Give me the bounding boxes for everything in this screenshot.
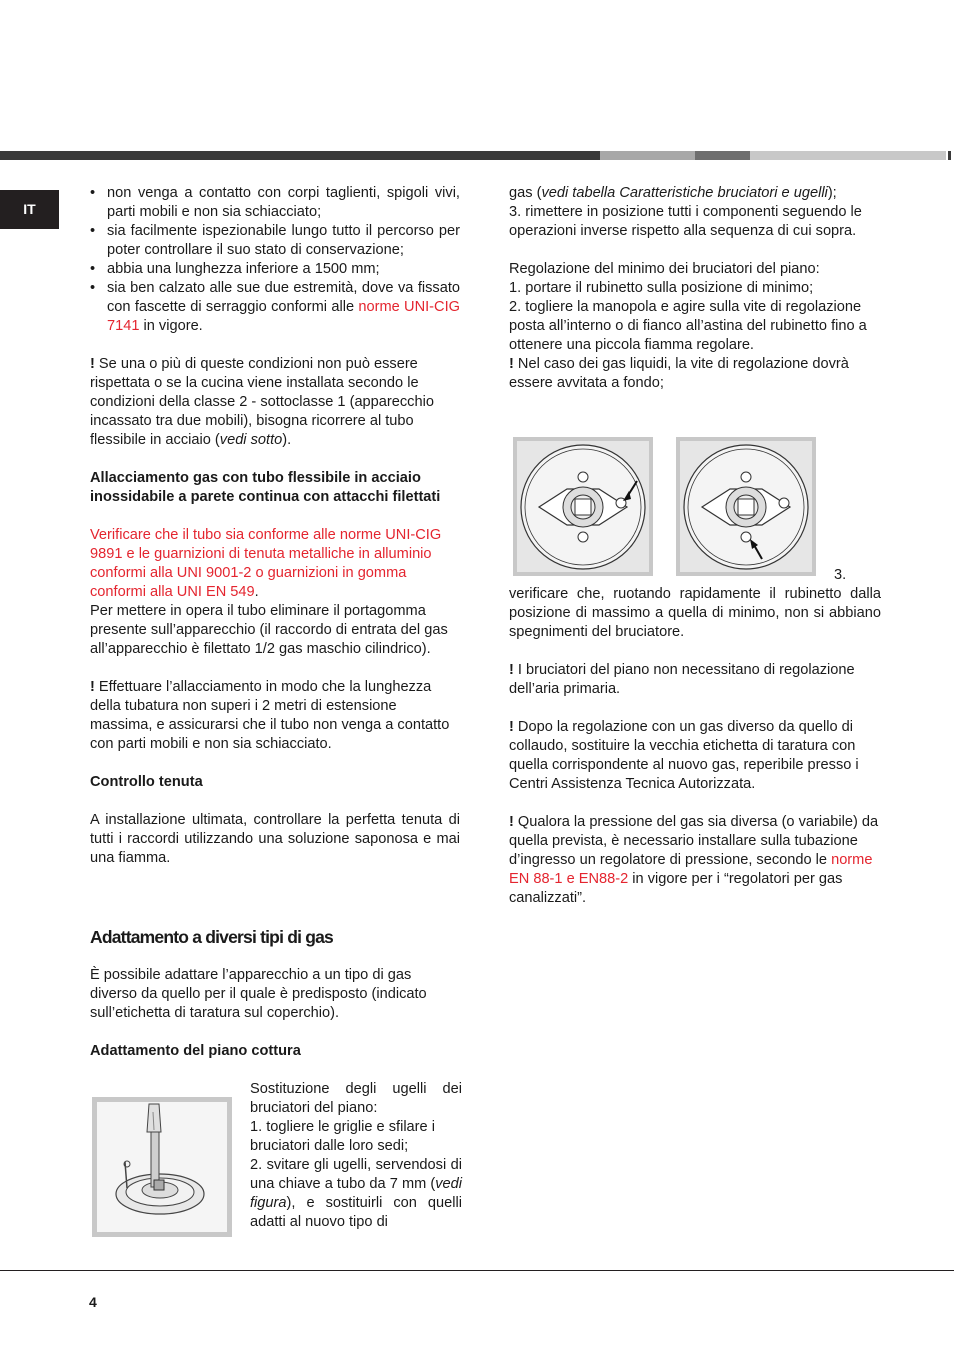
warning-note: ! Se una o più di queste condizioni non può essere rispettata o se la cucina viene installata secondo le condizioni della classe 2 - sottoclasse 1 (apparecchio incassato tra due mobili), bisogna ricorrere al tubo flessibile in acciaio (vedi sotto). <box>90 356 434 448</box>
nozzle-figure <box>92 1097 232 1237</box>
footer-rule <box>0 1270 954 1271</box>
valve-screw-inner-icon <box>680 441 812 572</box>
norm-reference: norme UNI-CIG 7141 <box>107 299 460 334</box>
warning-note: ! Dopo la regolazione con un gas diverso da quello di collaudo, sostituire la vecchia etichetta di taratura con quella corrispondente al nuovo gas, reperibile presso i Centri Assistenza Tecnica Autorizzata. <box>509 719 859 792</box>
valve-figure-2 <box>676 437 816 576</box>
subheading-flexible-hose: Allacciamento gas con tubo flessibile in acciaio inossidabile a parete continua con attacchi filettati <box>90 470 441 505</box>
list-item: • abbia una lunghezza inferiore a 1500 mm; <box>90 260 460 279</box>
nozzle-replacement-steps: Sostituzione degli ugelli dei bruciatori del piano: 1. togliere le griglie e sfilare i bruciatori dalle loro sedi; 2. svitare gli ugelli, servendosi di una chiave a tubo da 7 mm (vedi figura), e sostituirli con quelli adatti al nuovo tipo di <box>250 1081 462 1230</box>
reassembly-step: 3. rimettere in posizione tutti i componenti seguendo le operazioni inverse rispetto alla sequenza di cui sopra. <box>509 204 862 239</box>
leak-check-paragraph: A installazione ultimata, controllare la perfetta tenuta di tutti i raccordi utilizzando una soluzione saponosa e mai una fiamma. <box>90 812 460 866</box>
header-bar-pale <box>750 151 946 160</box>
subheading-hob-adaptation: Adattamento del piano cottura <box>90 1043 301 1059</box>
header-bar-light <box>600 151 695 160</box>
warning-note: ! Effettuare l’allacciamento in modo che la lunghezza della tubatura non superi i 2 metri di estensione massima, e assicurarsi che il tubo non venga a contatto con parti mobili e non sia schiacciato. <box>90 679 450 752</box>
left-column <box>90 184 460 868</box>
warning-note: ! Nel caso dei gas liquidi, la vite di regolazione dovrà essere avvitata a fondo; <box>509 356 849 391</box>
page-number: 4 <box>89 1294 97 1310</box>
warning-note: ! I bruciatori del piano non necessitano di regolazione dell’aria primaria. <box>509 662 855 697</box>
list-item: • sia facilmente ispezionabile lungo tutto il percorso per poter controllare il suo stato di conservazione; <box>90 222 460 260</box>
subheading-leak-check: Controllo tenuta <box>90 774 203 790</box>
language-tab: IT <box>0 190 59 229</box>
right-column-top: gas (vedi tabella Caratteristiche bruciatori e ugelli); 3. rimettere in posizione tutti i componenti seguendo le operazioni inverse rispetto alla sequenza di cui sopra. Regolazione del minimo dei bruciatori del piano: 1. portare il rubinetto sulla posizione di minimo; 2. togliere la manopola e agire sulla vite di regolazione posta all’interno o di fianco all’astina del rubinetto fino a ottenere una piccola fiamma regolare. ! Nel caso dei gas liquidi, la vite di regolazione dovrà essere avvitata a fondo; <box>509 184 881 393</box>
minimum-step-2: 2. togliere la manopola e agire sulla vite di regolazione posta all’interno o di fianco all’astina del rubinetto fino a ottenere una piccola fiamma regolare. <box>509 299 867 353</box>
header-bar-mid <box>695 151 750 160</box>
test-step: verificare che, ruotando rapidamente il rubinetto dalla posizione di massimo a quella di minimo, non si abbiano spegnimenti del bruciatore. <box>509 586 881 640</box>
valve-figure-1 <box>513 437 653 576</box>
list-item: • sia ben calzato alle sue due estremità, dove va fissato con fascette di serraggio conformi alle norme UNI-CIG 7141 in vigore. <box>90 279 460 336</box>
norm-reference: norme EN 88-1 e EN88-2 <box>509 852 873 887</box>
hose-requirements-list <box>90 184 460 336</box>
minimum-step-1: 1. portare il rubinetto sulla posizione di minimo; <box>509 280 814 296</box>
installation-paragraph: Per mettere in opera il tubo eliminare il portagomma presente sull’apparecchio (il raccordo di entrata del gas all’apparecchio è filettato 1/2 gas maschio cilindrico). <box>90 603 448 657</box>
valve-screw-side-icon <box>517 441 649 572</box>
step-3-number: 3. <box>834 567 847 583</box>
minimum-adjust-title: Regolazione del minimo dei bruciatori del piano: <box>509 261 820 277</box>
nozzle-wrench-icon <box>97 1102 227 1232</box>
section-title: Adattamento a diversi tipi di gas <box>90 927 333 947</box>
list-item: • non venga a contatto con corpi taglienti, spigoli vivi, parti mobili e non sia schiacciato; <box>90 184 460 222</box>
adaptation-intro: È possibile adattare l’apparecchio a un tipo di gas diverso da quello per il quale è predisposto (indicato sull’etichetta di taratura sul coperchio). <box>90 967 427 1021</box>
right-column-bottom <box>509 585 881 908</box>
header-bar-dark <box>0 151 600 160</box>
compliance-note: Verificare che il tubo sia conforme alle norme UNI-CIG 9891 e le guarnizioni di tenuta metalliche in alluminio conformi alla UNI 9001-2 o guarnizioni in gomma conformi alla UNI EN 549. <box>90 527 442 600</box>
header-bar-end <box>948 151 951 160</box>
warning-note: ! Qualora la pressione del gas sia diversa (o variabile) da quella prevista, è necessario installare sulla tubazione d’ingresso un regolatore di pressione, secondo le norme EN 88-1 e EN88-2 in vigore per i “regolatori per gas canalizzati”. <box>509 814 879 906</box>
